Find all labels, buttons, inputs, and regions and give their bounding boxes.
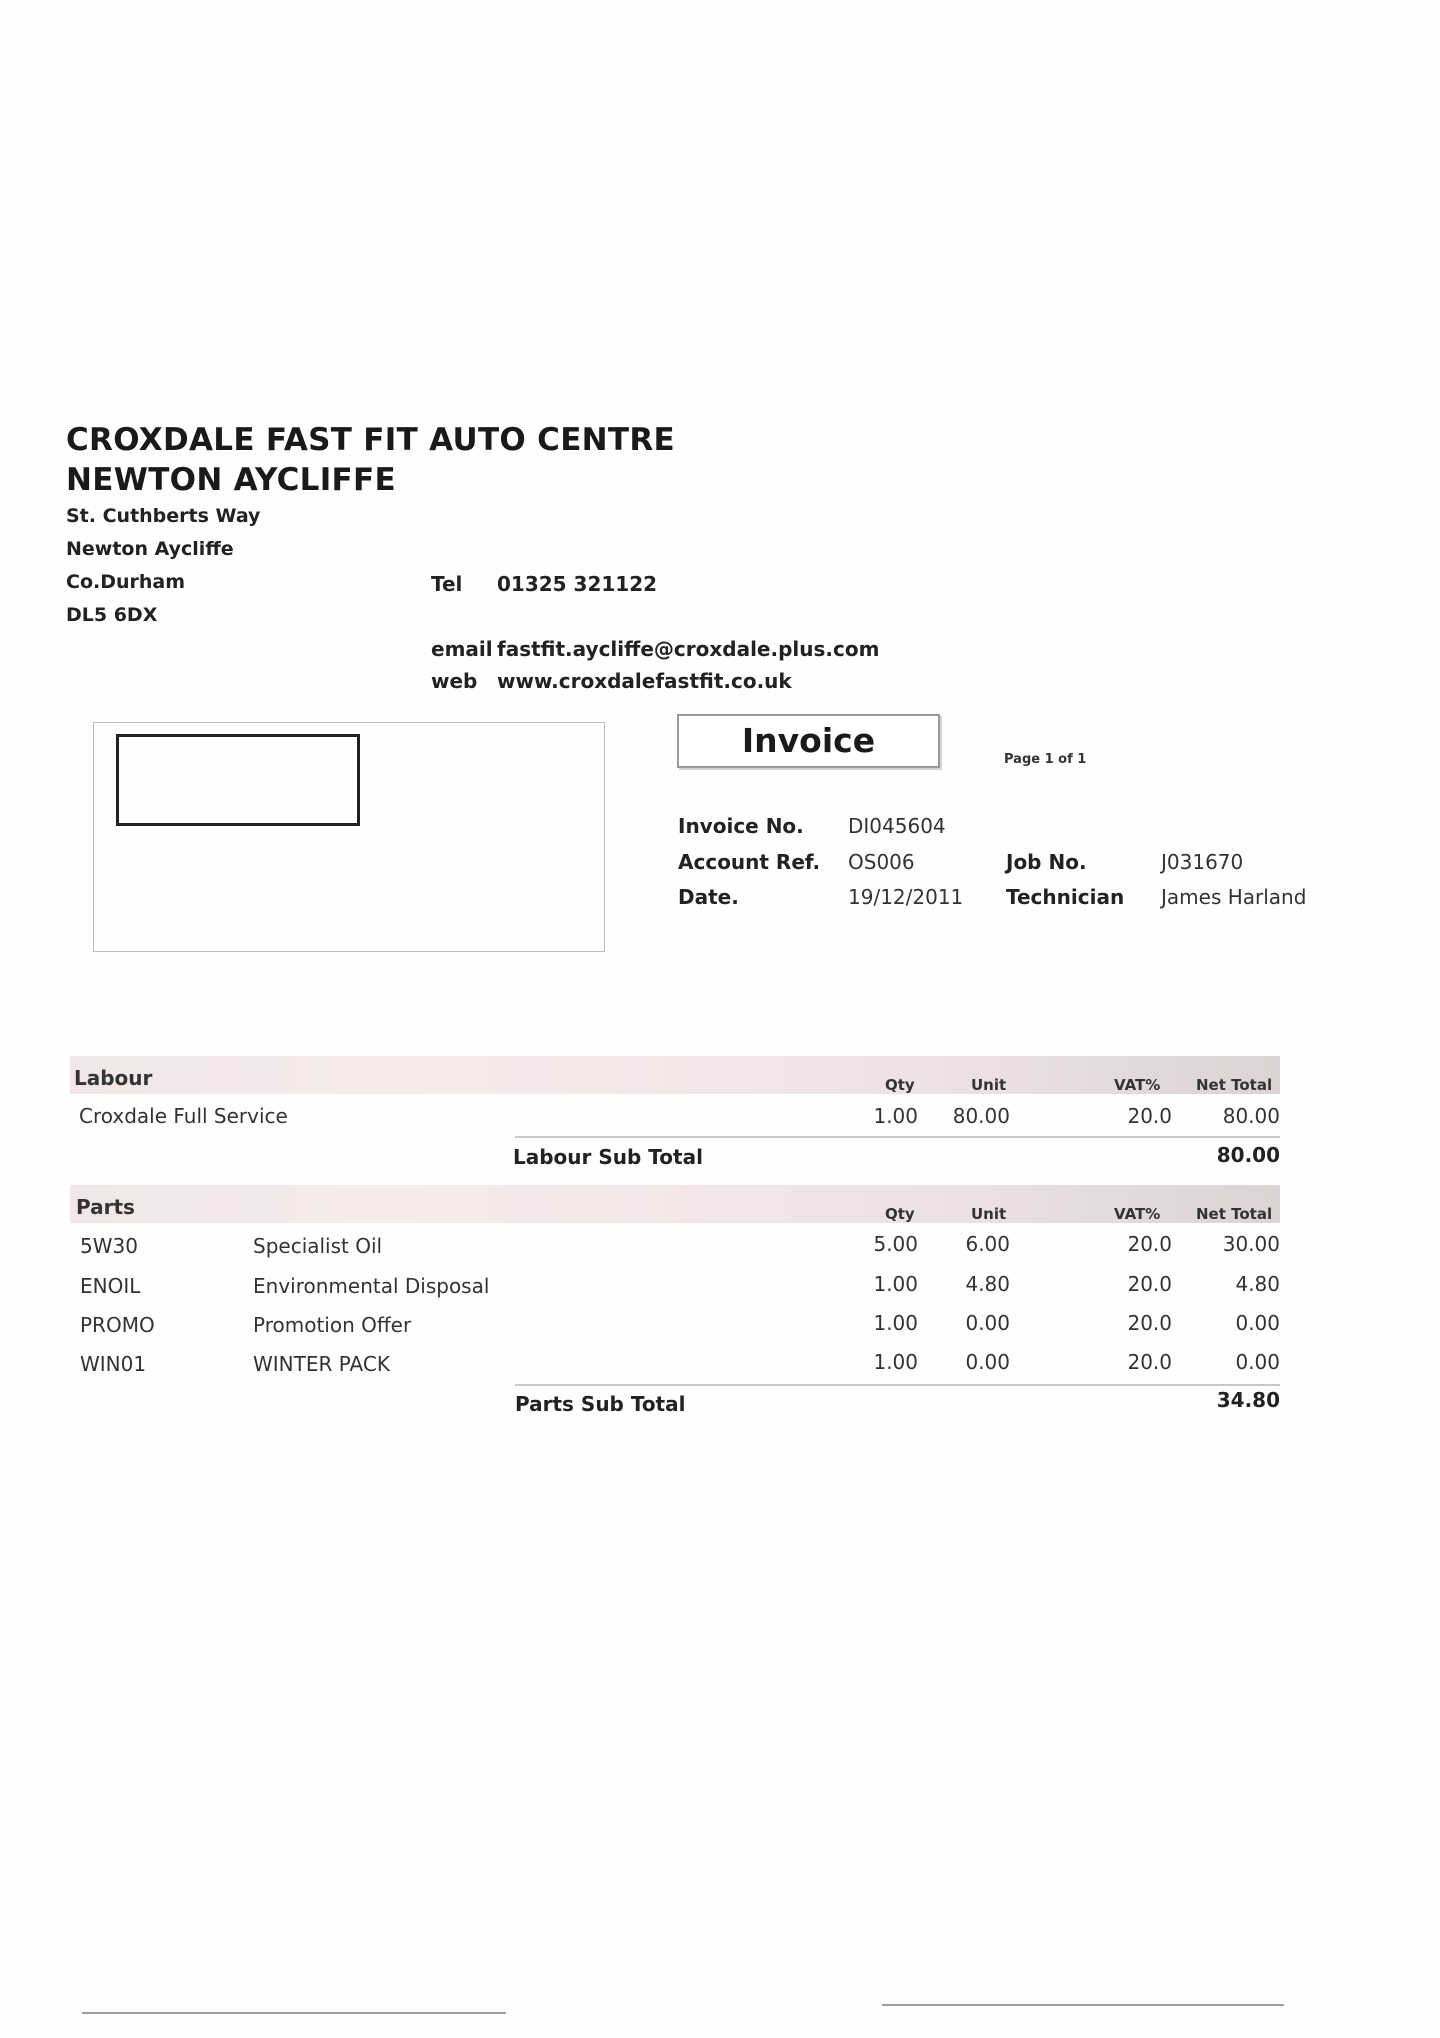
labour-qty: 1.00 — [873, 1104, 918, 1128]
web-value: www.croxdalefastfit.co.uk — [497, 669, 792, 693]
invoice-no-label: Invoice No. — [678, 814, 804, 838]
invoice-title: Invoice — [677, 714, 940, 768]
part-description: Specialist Oil — [253, 1234, 383, 1258]
address-line-1: St. Cuthberts Way — [66, 505, 261, 527]
company-name: CROXDALE FAST FIT AUTO CENTRE NEWTON AYCLIFFE — [66, 422, 676, 498]
part-vat: 20.0 — [1127, 1311, 1172, 1335]
part-code: ENOIL — [80, 1274, 141, 1298]
labour-title: Labour — [74, 1066, 153, 1090]
address-line-3: Co.Durham — [66, 571, 186, 593]
labour-col-qty: Qty — [885, 1076, 915, 1094]
parts-col-unit: Unit — [971, 1205, 1007, 1223]
labour-subtotal-label: Labour Sub Total — [513, 1145, 703, 1169]
labour-unit: 80.00 — [952, 1104, 1010, 1128]
tel-value: 01325 321122 — [497, 572, 658, 596]
web-label: web — [431, 669, 478, 693]
part-net: 0.00 — [1235, 1311, 1280, 1335]
parts-header-band — [70, 1185, 1280, 1223]
page-indicator: Page 1 of 1 — [1004, 752, 1087, 767]
parts-col-vat: VAT% — [1114, 1205, 1161, 1223]
labour-col-unit: Unit — [971, 1076, 1007, 1094]
part-net: 0.00 — [1235, 1350, 1280, 1374]
job-no-value: J031670 — [1161, 850, 1244, 874]
email-label: email — [431, 637, 493, 661]
tel-label: Tel — [431, 572, 463, 596]
technician-label: Technician — [1006, 885, 1125, 909]
parts-title: Parts — [76, 1195, 135, 1219]
account-ref-value: OS006 — [848, 850, 915, 874]
labour-vat: 20.0 — [1127, 1104, 1172, 1128]
parts-col-qty: Qty — [885, 1205, 915, 1223]
part-qty: 1.00 — [873, 1272, 918, 1296]
part-vat: 20.0 — [1127, 1350, 1172, 1374]
invoice-no-value: DI045604 — [848, 814, 946, 838]
part-qty: 1.00 — [873, 1311, 918, 1335]
part-unit: 0.00 — [965, 1350, 1010, 1374]
labour-col-net: Net Total — [1196, 1076, 1273, 1094]
part-vat: 20.0 — [1127, 1232, 1172, 1256]
part-net: 30.00 — [1222, 1232, 1280, 1256]
part-vat: 20.0 — [1127, 1272, 1172, 1296]
labour-subtotal-rule — [515, 1136, 1280, 1138]
address-postcode: DL5 6DX — [66, 604, 158, 626]
part-code: WIN01 — [80, 1352, 147, 1376]
email-value: fastfit.aycliffe@croxdale.plus.com — [497, 637, 880, 661]
part-unit: 4.80 — [965, 1272, 1010, 1296]
part-description: Environmental Disposal — [253, 1274, 490, 1298]
part-qty: 1.00 — [873, 1350, 918, 1374]
labour-subtotal-value: 80.00 — [1216, 1143, 1280, 1167]
part-unit: 6.00 — [965, 1232, 1010, 1256]
account-ref-label: Account Ref. — [678, 850, 821, 874]
part-description: Promotion Offer — [253, 1313, 412, 1337]
address-window — [116, 734, 360, 826]
part-description: WINTER PACK — [253, 1352, 390, 1376]
parts-col-net: Net Total — [1196, 1205, 1273, 1223]
labour-col-vat: VAT% — [1114, 1076, 1161, 1094]
labour-header-band — [70, 1056, 1280, 1094]
footer-box-right-edge — [882, 2004, 1284, 2006]
part-code: PROMO — [80, 1313, 155, 1337]
labour-net: 80.00 — [1222, 1104, 1280, 1128]
footer-box-left-edge — [82, 2012, 506, 2014]
address-line-2: Newton Aycliffe — [66, 538, 234, 560]
parts-subtotal-label: Parts Sub Total — [515, 1392, 686, 1416]
parts-subtotal-value: 34.80 — [1216, 1388, 1280, 1412]
date-value: 19/12/2011 — [848, 885, 964, 909]
part-qty: 5.00 — [873, 1232, 918, 1256]
technician-value: James Harland — [1161, 885, 1307, 909]
parts-subtotal-rule — [515, 1384, 1280, 1386]
part-unit: 0.00 — [965, 1311, 1010, 1335]
date-label: Date. — [678, 885, 739, 909]
part-net: 4.80 — [1235, 1272, 1280, 1296]
job-no-label: Job No. — [1006, 850, 1087, 874]
labour-description: Croxdale Full Service — [79, 1104, 288, 1128]
part-code: 5W30 — [80, 1234, 138, 1258]
